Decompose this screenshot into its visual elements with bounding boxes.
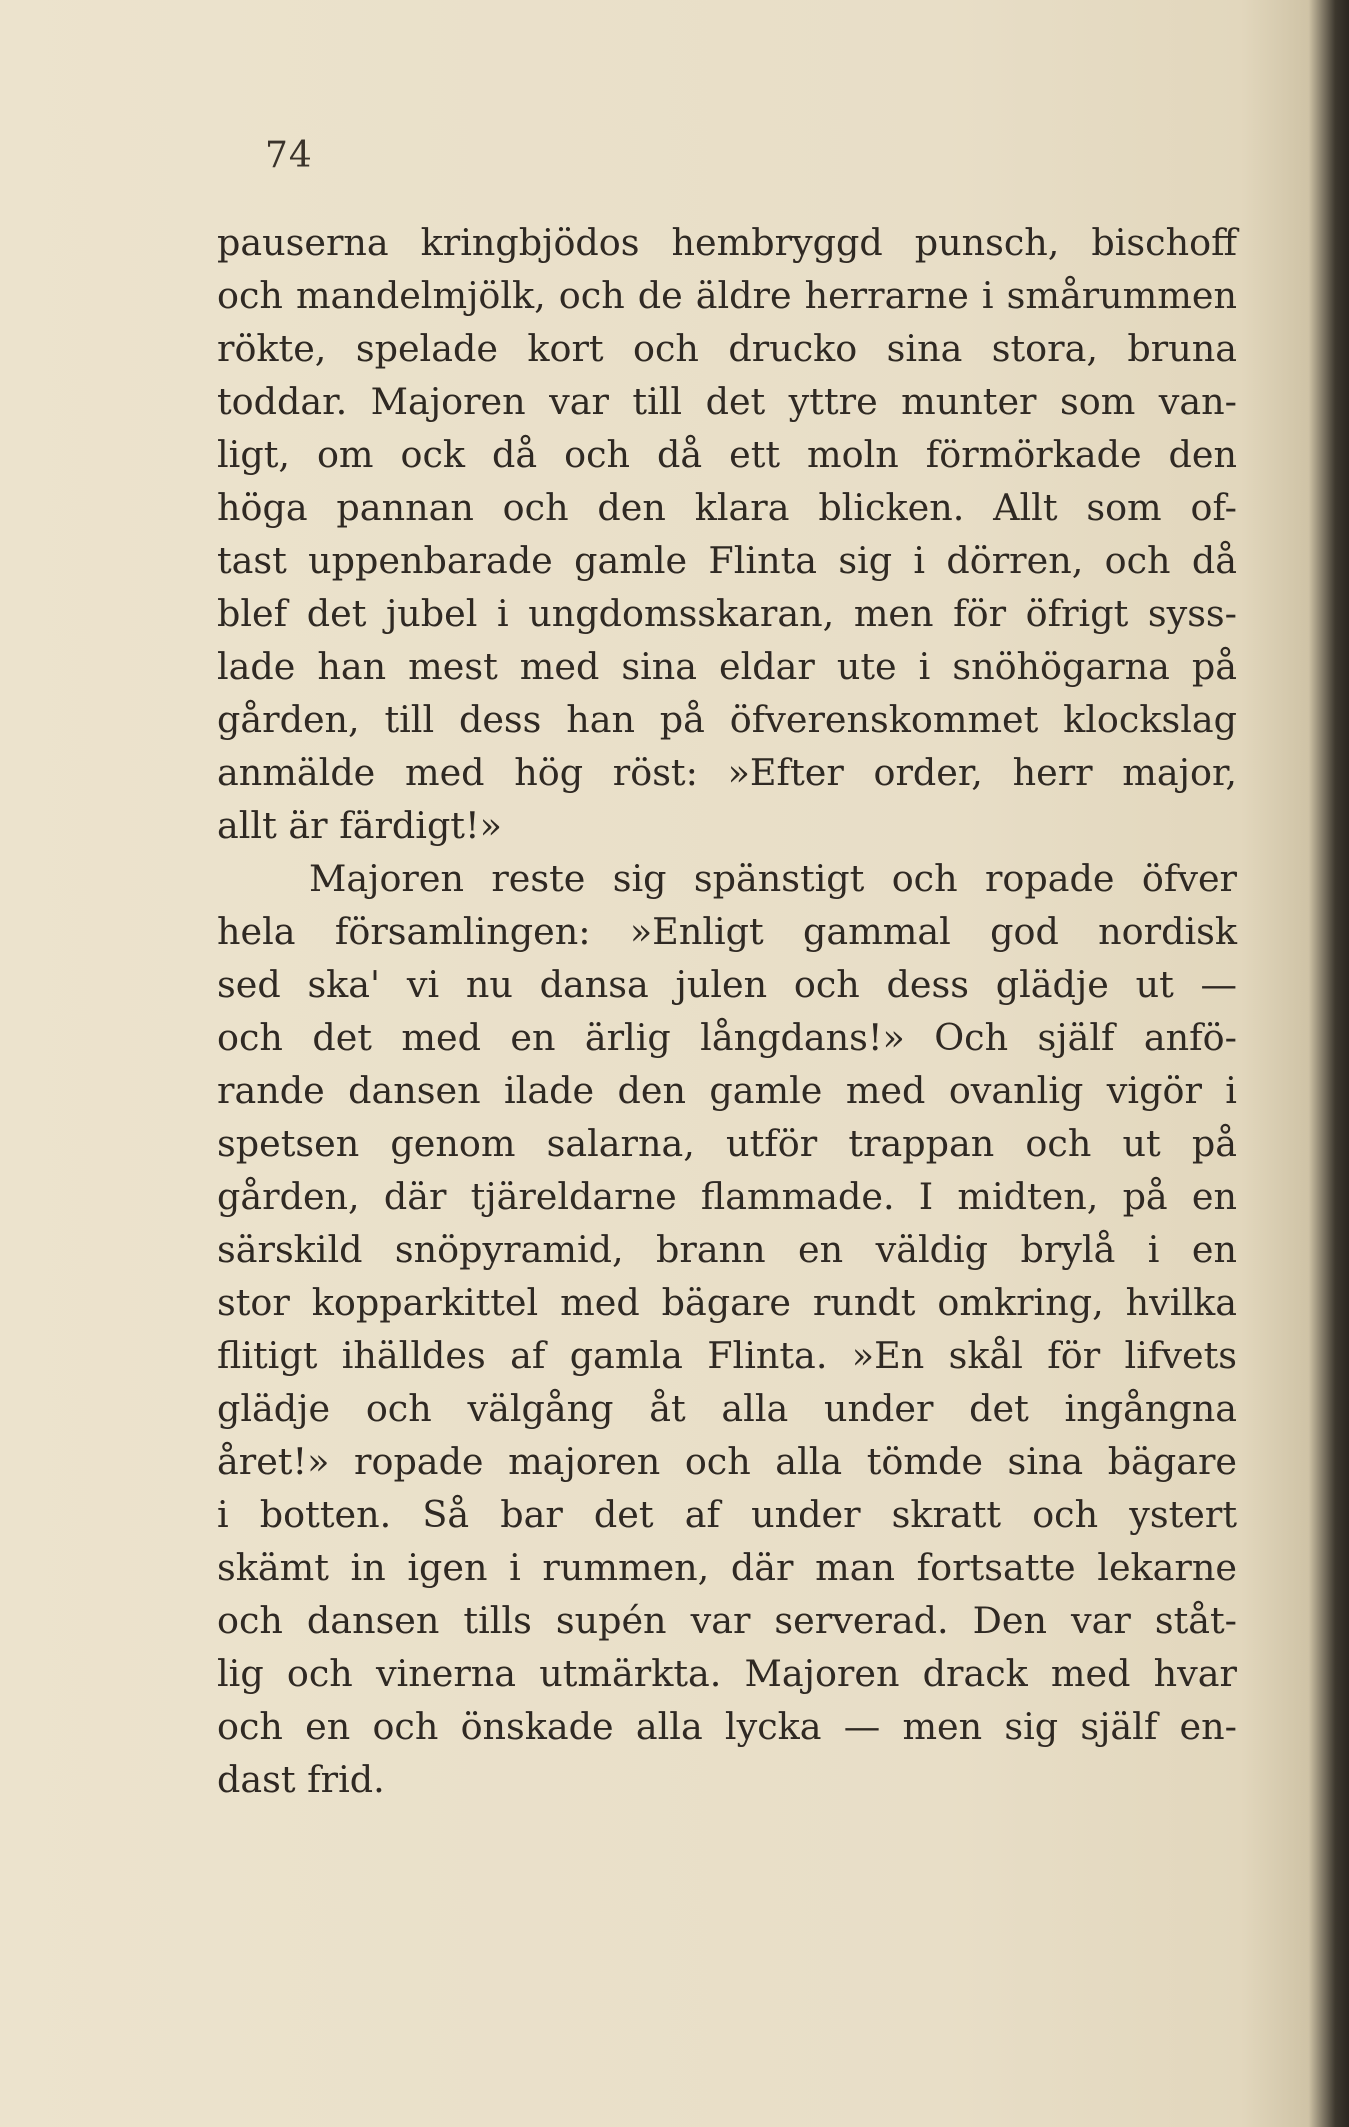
text-line: Majoren reste sig spänstigt och ropade öfver [309, 857, 1237, 900]
text-line: rökte, spelade kort och drucko sina stora, bruna [217, 327, 1237, 370]
text-line: och en och önskade alla lycka — men sig själf en- [217, 1705, 1237, 1748]
text-line: hela församlingen: »Enligt gammal god nordisk [217, 910, 1237, 953]
text-line: sed ska' vi nu dansa julen och dess glädje ut — [217, 963, 1237, 1006]
text-line: särskild snöpyramid, brann en väldig brylå i en [217, 1228, 1237, 1271]
text-line: och dansen tills supén var serverad. Den var ståt- [217, 1599, 1237, 1642]
text-line: toddar. Majoren var till det yttre munter som van- [217, 380, 1237, 423]
text-line: anmälde med hög röst: »Efter order, herr major, [217, 751, 1237, 794]
text-line: året!» ropade majoren och alla tömde sina bägare [217, 1440, 1237, 1483]
text-line: spetsen genom salarna, utför trappan och ut på [217, 1122, 1237, 1165]
text-line: stor kopparkittel med bägare rundt omkring, hvilka [217, 1281, 1237, 1324]
text-line: lig och vinerna utmärkta. Majoren drack med hvar [217, 1652, 1237, 1695]
text-line: dast frid. [217, 1758, 385, 1801]
text-line: pauserna kringbjödos hembryggd punsch, bischoff [217, 221, 1237, 264]
text-line: rande dansen ilade den gamle med ovanlig vigör i [217, 1069, 1237, 1112]
text-line: glädje och välgång åt alla under det ingångna [217, 1387, 1237, 1430]
text-line: gården, där tjäreldarne flammade. I midten, på en [217, 1175, 1237, 1218]
text-line: blef det jubel i ungdomsskaran, men för öfrigt syss- [217, 592, 1237, 635]
text-line: tast uppenbarade gamle Flinta sig i dörren, och då [217, 539, 1237, 582]
page-number: 74 [265, 135, 313, 176]
text-line: i botten. Så bar det af under skratt och ystert [217, 1493, 1237, 1536]
text-line: och det med en ärlig långdans!» Och själf anfö- [217, 1016, 1237, 1059]
text-line: och mandelmjölk, och de äldre herrarne i smårummen [217, 274, 1237, 317]
text-line: allt är färdigt!» [217, 804, 502, 847]
text-line: lade han mest med sina eldar ute i snöhögarna på [217, 645, 1237, 688]
text-line: ligt, om ock då och då ett moln förmörkade den [217, 433, 1237, 476]
text-line: flitigt ihälldes af gamla Flinta. »En skål för lifvets [217, 1334, 1237, 1377]
body-text [217, 216, 1237, 1806]
text-line: gården, till dess han på öfverenskommet klockslag [217, 698, 1237, 741]
text-line: skämt in igen i rummen, där man fortsatte lekarne [217, 1546, 1237, 1589]
text-line: höga pannan och den klara blicken. Allt som of- [217, 486, 1237, 529]
